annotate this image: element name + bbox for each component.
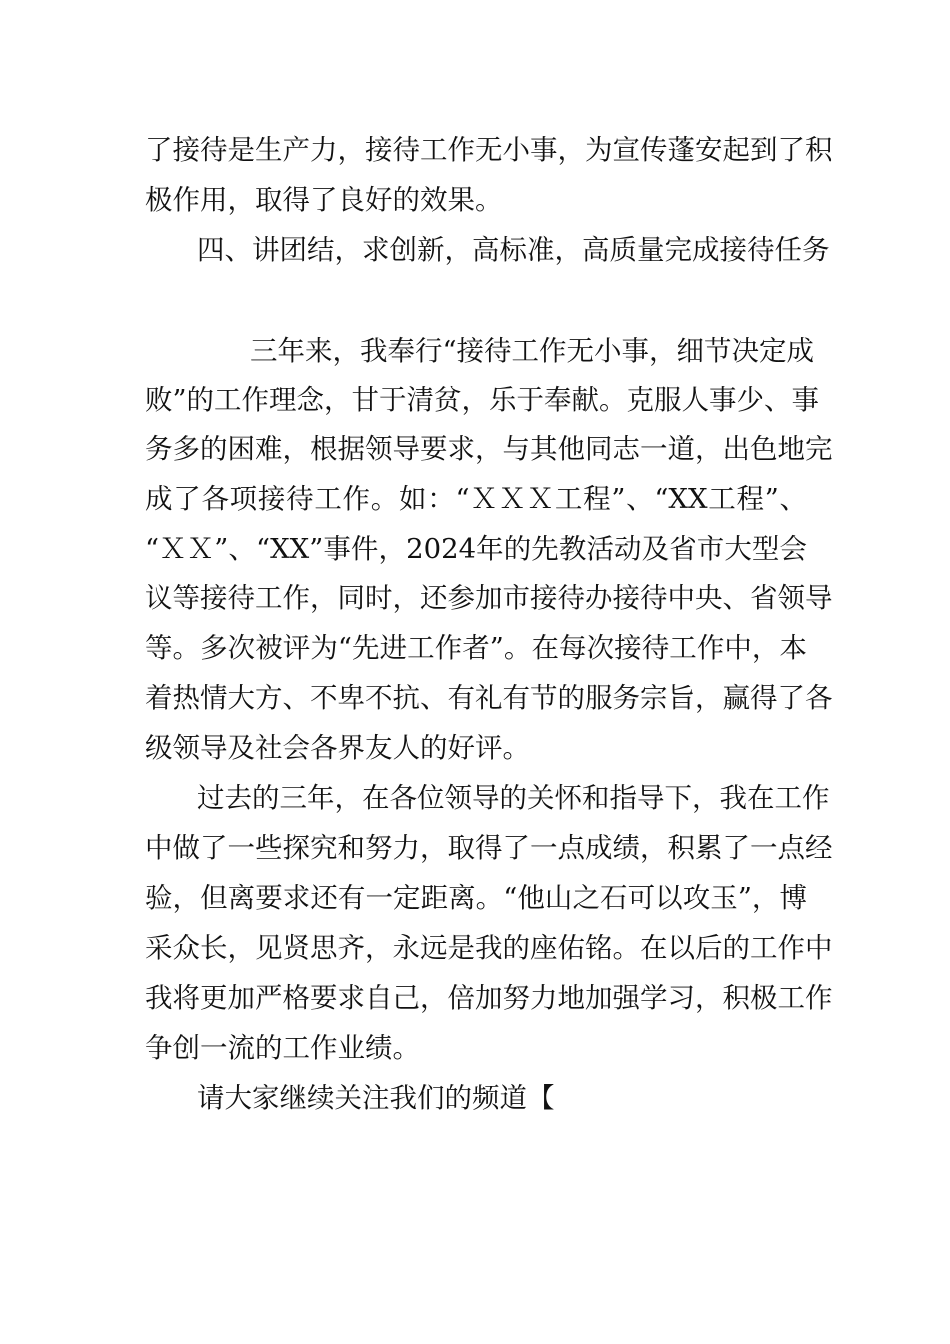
text-line: 我将更加严格要求自己，倍加努力地加强学习，积极工作	[145, 982, 833, 1014]
text-line: 等。多次被评为“先进工作者”。在每次接待工作中，本	[145, 632, 807, 664]
text-line: “ＸＸ”、“XX”事件，2024年的先教活动及省市大型会	[145, 533, 807, 565]
text-line: 三年来，我奉行“接待工作无小事，细节决定成	[250, 335, 815, 367]
text-line: 请大家继续关注我们的频道【	[197, 1082, 555, 1114]
text-line: 过去的三年，在各位领导的关怀和指导下，我在工作	[197, 782, 830, 814]
text-line: 采众长，见贤思齐，永远是我的座佑铭。在以后的工作中	[145, 932, 833, 964]
text-line: 级领导及社会各界友人的好评。	[145, 732, 530, 764]
text-line: 败”的工作理念，甘于清贫，乐于奉献。克服人事少、事	[145, 384, 820, 416]
section-heading: 四、讲团结，求创新，高标准，高质量完成接待任务	[197, 234, 830, 266]
text-line: 争创一流的工作业绩。	[145, 1032, 420, 1064]
text-line: 议等接待工作，同时，还参加市接待办接待中央、省领导	[145, 582, 833, 614]
text-line: 务多的困难，根据领导要求，与其他同志一道，出色地完	[145, 433, 833, 465]
text-line: 成了各项接待工作。如：“ＸＸＸ工程”、“XX工程”、	[145, 483, 807, 515]
text-line: 中做了一些探究和努力，取得了一点成绩，积累了一点经	[145, 832, 833, 864]
text-line: 极作用，取得了良好的效果。	[145, 184, 503, 216]
text-line: 了接待是生产力，接待工作无小事，为宣传蓬安起到了积	[145, 134, 833, 166]
text-line: 着热情大方、不卑不抗、有礼有节的服务宗旨，赢得了各	[145, 682, 833, 714]
text-line: 验，但离要求还有一定距离。“他山之石可以攻玉”，博	[145, 882, 807, 914]
